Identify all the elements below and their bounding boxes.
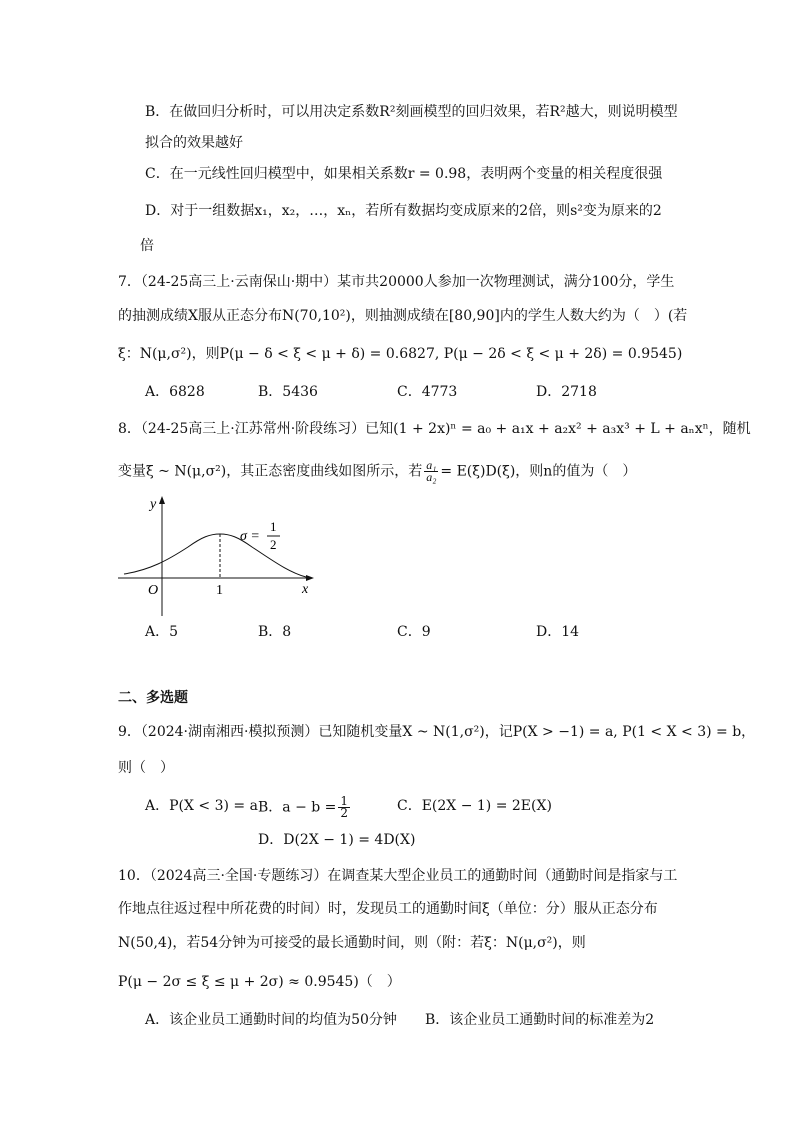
q10-stem-line2: 作地点往返过程中所花费的时间）时，发现员工的通勤时间ξ（单位：分）服从正态分布 — [118, 901, 658, 917]
q9-option-b-fraction — [338, 796, 350, 819]
q8-stem-line2 — [118, 460, 636, 483]
q10-option-a: A．该企业员工通勤时间的均值为50分钟 — [145, 1012, 397, 1028]
q8-stem-line2-part-b: = E(ξ)D(ξ)，则n的值为（ ） — [440, 463, 637, 480]
q10-option-b: B．该企业员工通勤时间的标准差为2 — [425, 1012, 655, 1028]
q6-option-c: C．在一元线性回归模型中，如果相关系数r = 0.98，表明两个变量的相关程度很强 — [145, 166, 663, 182]
q7-stem-line3: ξ：N(μ,σ²)，则P(μ − δ < ξ < μ + δ) = 0.6827, P(μ − 2δ < ξ < μ + 2δ) = 0.9545) — [118, 346, 683, 362]
q7-option-c: C．4773 — [397, 384, 458, 400]
q10-stem-line1: 10．（2024高三·全国·专题练习）在调查某大型企业员工的通勤时间（通勤时间是指家与工 — [118, 868, 678, 884]
q8-stem-line1: 8．（24-25高三上·江苏常州·阶段练习）已知(1 + 2x)ⁿ = a₀ + a₁x + a₂x² + a₃x³ + L + aₙxⁿ，随机 — [118, 421, 751, 437]
sigma-value-numerator: 1 — [270, 519, 277, 534]
y-axis-label: y — [150, 497, 157, 512]
q8-option-b: B．8 — [258, 624, 292, 640]
q8-stem-line2-part-a: 变量ξ ~ N(μ,σ²)，其正态密度曲线如图所示，若 — [118, 463, 423, 480]
density-curve — [124, 534, 306, 577]
origin-label: O — [148, 583, 159, 598]
q7-option-d: D．2718 — [536, 384, 597, 400]
y-axis-arrow-icon — [159, 496, 165, 504]
q7-option-b: B．5436 — [258, 384, 318, 400]
normal-density-graph — [110, 490, 320, 620]
q6-option-b-line2: 拟合的效果越好 — [145, 135, 243, 151]
q9-stem-line2: 则（ ） — [118, 760, 174, 776]
q9-option-d: D．D(2X − 1) = 4D(X) — [258, 832, 416, 848]
q9-option-a: A．P(X < 3) = a — [145, 798, 258, 814]
q7-stem-line1: 7．（24-25高三上·云南保山·期中）某市共20000人参加一次物理测试，满分100分，学生 — [118, 274, 675, 290]
sigma-label: σ = — [240, 529, 260, 544]
q8-fraction — [424, 460, 438, 483]
q8-fraction-denominator: a₂ — [426, 470, 437, 484]
x-axis-label: x — [302, 582, 309, 597]
q7-stem-line2: 的抽测成绩X服从正态分布N(70,10²)，则抽测成绩在[80,90]内的学生人数大约为（ ）(若 — [118, 308, 688, 324]
q7-option-a: A．6828 — [145, 384, 205, 400]
q6-option-d-line1: D．对于一组数据x₁，x₂，…，xₙ，若所有数据均变成原来的2倍，则s²变为原来的2 — [145, 203, 662, 219]
q10-stem-line4: P(μ − 2σ ≤ ξ ≤ μ + 2σ) ≈ 0.9545)（ ） — [118, 974, 401, 990]
q8-option-a: A．5 — [145, 624, 179, 640]
mean-tick-label: 1 — [216, 583, 223, 598]
q9-option-b-denominator: 2 — [340, 806, 349, 820]
q9-option-b-text: B．a − b = — [258, 799, 337, 816]
q6-option-d-line2: 倍 — [140, 238, 154, 254]
q10-stem-line3: N(50,4)，若54分钟为可接受的最长通勤时间，则（附：若ξ：N(μ,σ²)，则 — [118, 935, 586, 951]
q9-option-b-numerator: 1 — [340, 794, 349, 808]
sigma-value-denominator: 2 — [270, 537, 277, 552]
q9-stem-line1: 9．（2024·湖南湘西·模拟预测）已知随机变量X ~ N(1,σ²)，记P(X > −1) = a, P(1 < X < 3) = b， — [118, 724, 756, 740]
q8-fraction-numerator: a₁ — [426, 458, 437, 472]
q8-option-c: C．9 — [397, 624, 431, 640]
x-axis-arrow-icon — [306, 575, 314, 581]
q8-option-d: D．14 — [536, 624, 580, 640]
q6-option-b-line1: B．在做回归分析时，可以用决定系数R²刻画模型的回归效果，若R²越大，则说明模型 — [145, 104, 678, 120]
q9-option-c: C．E(2X − 1) = 2E(X) — [397, 798, 552, 814]
section-title: 二、多选题 — [118, 690, 188, 706]
q9-option-b — [258, 796, 352, 819]
